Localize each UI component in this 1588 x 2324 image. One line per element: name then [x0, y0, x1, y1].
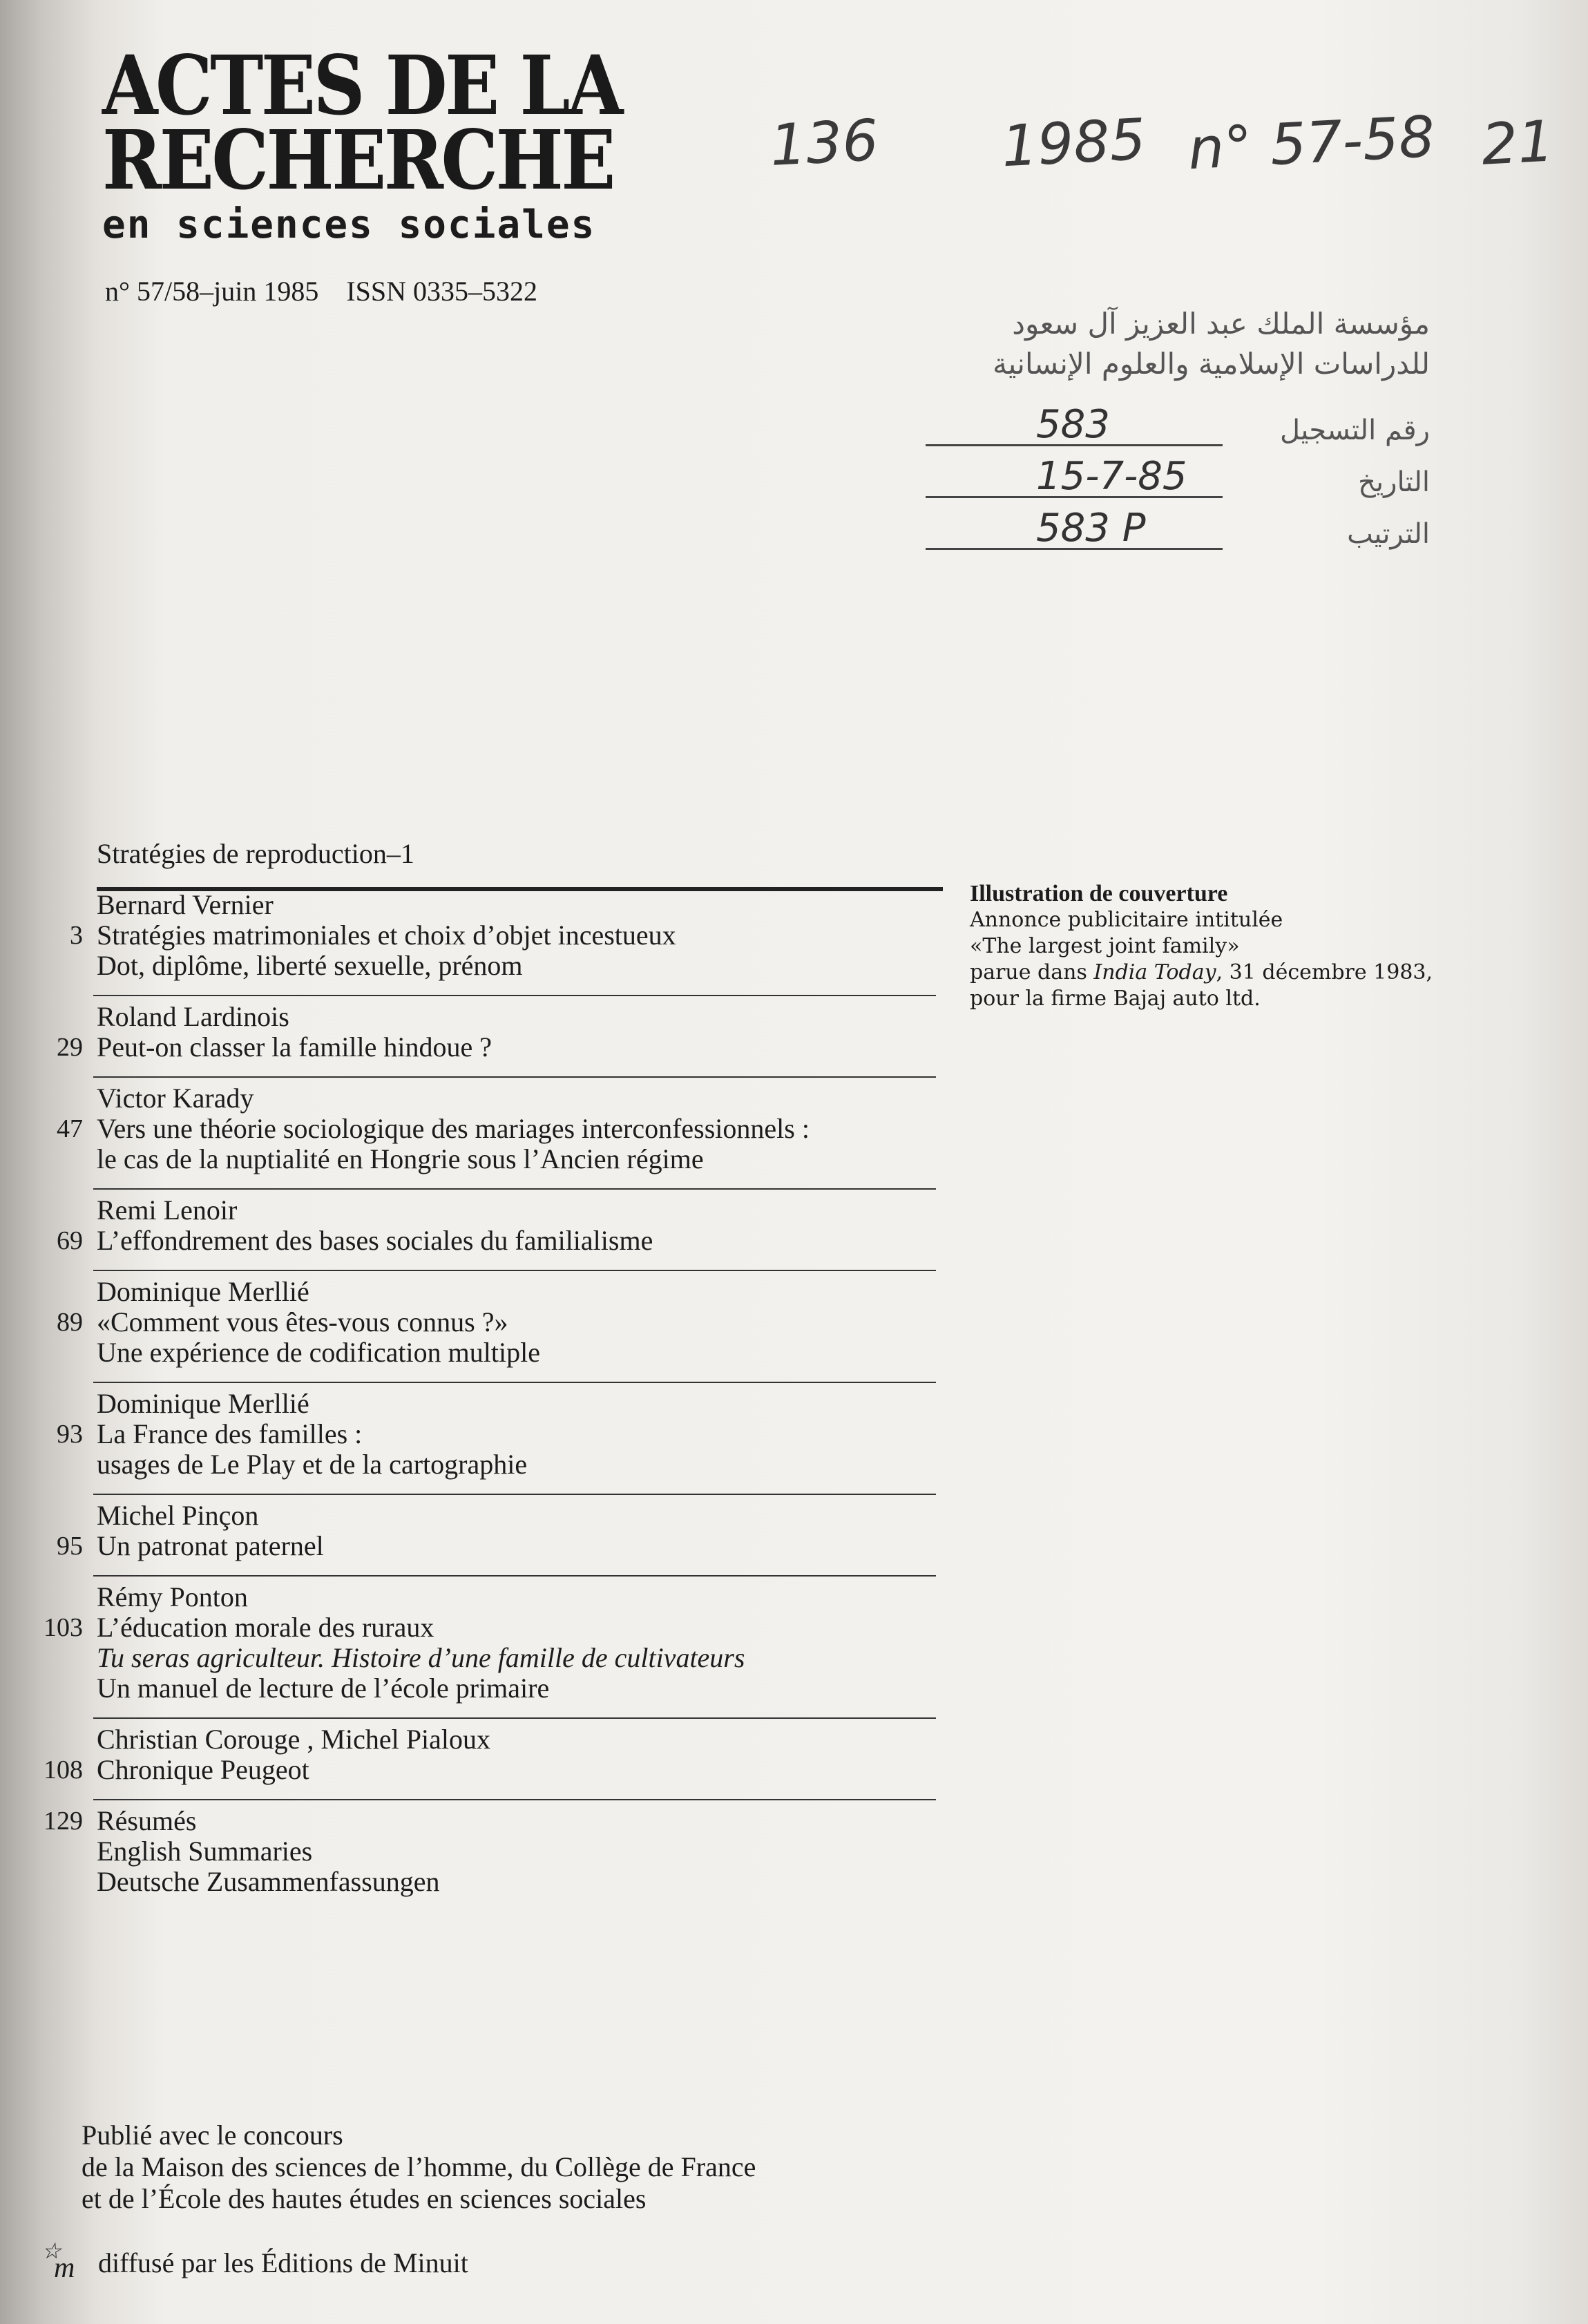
toc-line	[28, 951, 939, 981]
toc-title: Peut-on classer la famille hindoue ?	[97, 1031, 492, 1063]
issue-info	[105, 275, 537, 307]
stamp-order-label: الترتيب	[1347, 518, 1430, 550]
toc-page-number	[28, 1867, 97, 1897]
toc-entry	[28, 1270, 939, 1368]
toc-title: le cas de la nuptialité en Hongrie sous l’Ancien régime	[97, 1143, 704, 1174]
toc-line	[28, 1643, 939, 1673]
toc-title: Vers une théorie sociologique des mariages interconfessionnels :	[97, 1113, 810, 1144]
toc-entry	[28, 1382, 939, 1480]
star-icon: ☆	[41, 2238, 61, 2263]
toc-page-number: 108	[44, 1755, 83, 1784]
toc-line	[28, 1531, 939, 1561]
illustration-heading: Illustration de couverture	[970, 881, 1228, 906]
toc-divider	[93, 1717, 936, 1719]
minuit-logo	[41, 2238, 83, 2284]
handwritten-note-b: 1985	[999, 106, 1148, 180]
toc-entry	[28, 1076, 939, 1174]
toc-page-number	[28, 1836, 97, 1867]
toc-title: La France des familles :	[97, 1418, 363, 1449]
toc-line	[28, 1806, 939, 1836]
toc-page-number: 93	[57, 1420, 83, 1449]
publication-line-1: Publié avec le concours	[82, 2120, 343, 2151]
toc-divider	[93, 1382, 936, 1383]
toc-entry	[28, 890, 939, 981]
stamp-date-label: التاريخ	[1358, 466, 1430, 498]
toc-entry	[28, 1717, 939, 1785]
toc-page-number: 89	[57, 1308, 83, 1337]
issn: ISSN 0335–5322	[346, 276, 538, 307]
illustration-line-4: pour la firme Bajaj auto ltd.	[970, 987, 1261, 1011]
toc-line	[28, 1449, 939, 1480]
toc-author: Dominique Merllié	[97, 1276, 309, 1307]
illustration-line-3-post: , 31 décembre 1983,	[1216, 960, 1433, 984]
stamp-org-line-1: مؤسسة الملك عبد العزيز آل سعود	[1012, 307, 1430, 341]
toc-title: «Comment vous êtes-vous connus ?»	[97, 1306, 508, 1337]
stamp-date-row	[926, 454, 1430, 499]
toc-line	[28, 1673, 939, 1704]
toc-line	[28, 920, 939, 951]
illustration-line-3-pre: parue dans	[970, 960, 1094, 984]
library-stamp	[926, 304, 1430, 573]
toc-title: English Summaries	[97, 1836, 313, 1867]
toc-author: Michel Pinçon	[97, 1500, 259, 1531]
toc-title: Chronique Peugeot	[97, 1754, 309, 1785]
toc-title: L’effondrement des bases sociales du familialisme	[97, 1225, 653, 1256]
publication-line-2: de la Maison des sciences de l’homme, du Collège de France	[82, 2151, 756, 2182]
toc-author: Rémy Ponton	[97, 1581, 248, 1612]
masthead-line-1: ACTES DE LA	[102, 37, 621, 133]
stamp-registration-value: 583	[1036, 402, 1110, 447]
toc-title: Résumés	[97, 1805, 197, 1836]
toc-page-number: 3	[70, 921, 83, 950]
toc-line	[28, 1755, 939, 1785]
toc-page-number	[28, 1643, 97, 1673]
toc-page-number	[28, 1144, 97, 1174]
toc-title: Tu seras agriculteur. Histoire d’une famille de cultivateurs	[97, 1642, 745, 1673]
toc-page-number: 95	[57, 1532, 83, 1561]
toc-entry	[28, 1188, 939, 1256]
distribution-text: diffusé par les Éditions de Minuit	[98, 2247, 468, 2278]
stamp-org-line-2: للدراسات الإسلامية والعلوم الإنسانية	[993, 347, 1430, 381]
illustration-line-1: Annonce publicitaire intitulée	[970, 908, 1283, 932]
toc-title: Un manuel de lecture de l’école primaire	[97, 1673, 550, 1704]
masthead-line-2: RECHERCHE	[102, 112, 613, 208]
toc-author: Remi Lenoir	[97, 1194, 238, 1226]
toc-author: Victor Karady	[97, 1083, 254, 1114]
toc-divider	[93, 1799, 936, 1800]
section-title: Stratégies de reproduction–1	[97, 838, 414, 869]
toc-page-number: 47	[57, 1114, 83, 1143]
toc-line	[28, 1226, 939, 1256]
toc-line	[28, 1114, 939, 1144]
toc-line	[28, 1144, 939, 1174]
toc-divider	[93, 1494, 936, 1495]
table-of-contents	[28, 883, 939, 1897]
toc-entry	[28, 1575, 939, 1704]
toc-line	[28, 1307, 939, 1337]
toc-title: L’éducation morale des ruraux	[97, 1612, 434, 1643]
toc-title: Stratégies matrimoniales et choix d’objet incestueux	[97, 920, 676, 951]
toc-divider	[93, 1270, 936, 1271]
publication-credit	[82, 2120, 756, 2215]
publication-line-3: et de l’École des hautes études en sciences sociales	[82, 2183, 647, 2214]
toc-divider	[93, 1188, 936, 1190]
toc-line	[28, 1419, 939, 1449]
toc-title: Un patronat paternel	[97, 1530, 324, 1561]
stamp-order-value: 583 P	[1036, 506, 1146, 551]
toc-title: usages de Le Play et de la cartographie	[97, 1449, 528, 1480]
toc-author: Dominique Merllié	[97, 1388, 309, 1419]
distribution-line	[41, 2238, 468, 2284]
toc-author: Bernard Vernier	[97, 889, 274, 920]
illustration-magazine: India Today	[1093, 960, 1216, 984]
minuit-logo-letter: m	[54, 2252, 75, 2284]
toc-page-number	[28, 951, 97, 981]
toc-page-number	[28, 1337, 97, 1368]
stamp-date-value: 15-7-85	[1036, 454, 1187, 499]
toc-title: Dot, diplôme, liberté sexuelle, prénom	[97, 950, 523, 981]
toc-page-number	[28, 1449, 97, 1480]
journal-masthead	[102, 37, 691, 247]
toc-page-number: 69	[57, 1226, 83, 1255]
toc-divider	[93, 1076, 936, 1078]
toc-page-number: 29	[57, 1033, 83, 1062]
toc-divider	[93, 995, 936, 996]
stamp-registration-label: رقم التسجيل	[1279, 415, 1430, 446]
masthead-subtitle: en sciences sociales	[102, 202, 596, 247]
handwritten-note-d: 21	[1480, 108, 1556, 178]
toc-title: Une expérience de codification multiple	[97, 1337, 540, 1368]
toc-page-number: 103	[44, 1613, 83, 1642]
toc-page-number	[28, 1673, 97, 1704]
toc-title: Deutsche Zusammenfassungen	[97, 1866, 440, 1897]
toc-page-number: 129	[44, 1807, 83, 1836]
toc-author: Roland Lardinois	[97, 1001, 289, 1032]
illustration-line-3	[970, 960, 1522, 986]
cover-illustration-note	[970, 881, 1522, 1012]
issue-number-date: n° 57/58–juin 1985	[105, 276, 319, 307]
toc-divider	[93, 1575, 936, 1577]
toc-line	[28, 1612, 939, 1643]
stamp-registration-row	[926, 402, 1430, 447]
handwritten-note-c: n° 57-58	[1186, 104, 1437, 183]
handwritten-note-a: 136	[768, 107, 880, 180]
toc-entry	[28, 1494, 939, 1561]
toc-author: Christian Corouge , Michel Pialoux	[97, 1724, 490, 1755]
stamp-order-row	[926, 506, 1430, 551]
toc-entry	[28, 995, 939, 1063]
toc-line	[28, 1032, 939, 1063]
illustration-line-2: «The largest joint family»	[970, 934, 1240, 958]
toc-entry	[28, 1799, 939, 1897]
toc-line	[28, 1867, 939, 1897]
toc-line	[28, 1337, 939, 1368]
toc-line	[28, 1836, 939, 1867]
